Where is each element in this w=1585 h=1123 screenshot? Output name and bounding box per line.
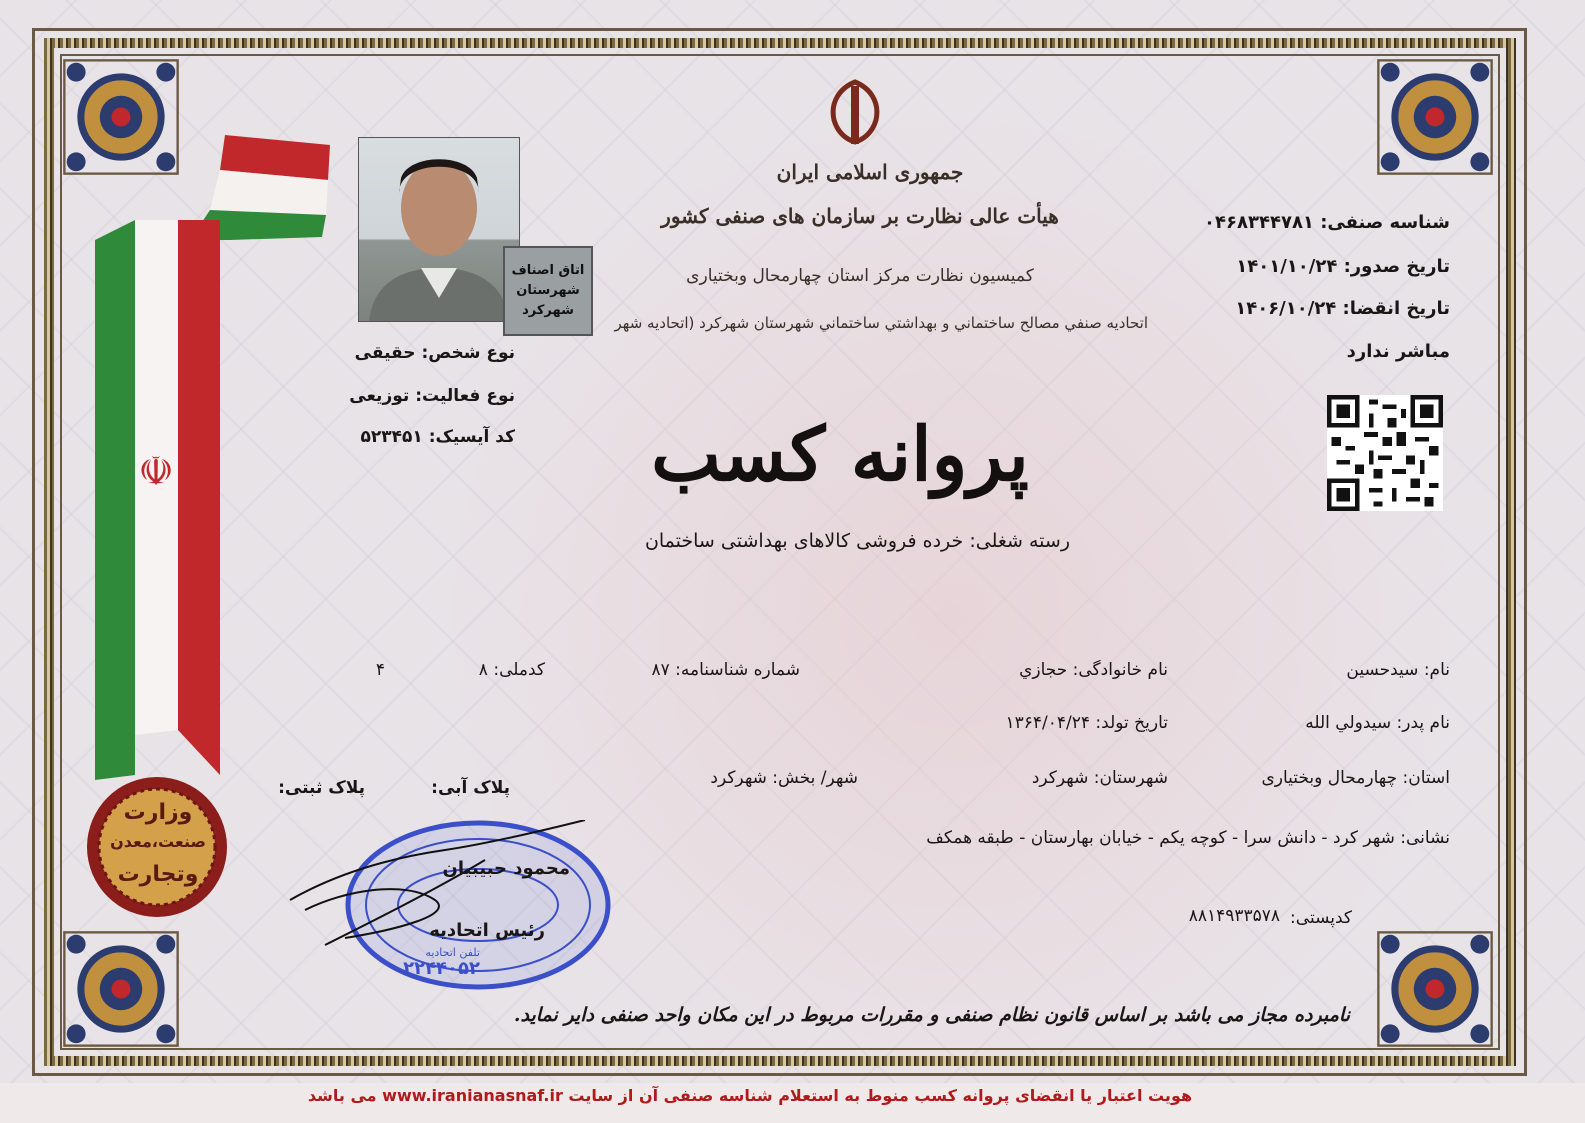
field-postal-code-value: ۸۸۱۴۹۳۳۵۷۸ xyxy=(1188,906,1280,926)
field-county: شهرستان: شهرکرد xyxy=(1031,768,1168,788)
legal-notice: نامبرده مجاز می باشد بر اساس قانون نظام صنفی و مقررات مربوط در این مکان واحد صنفی دایر نماید. xyxy=(513,1004,1350,1026)
chamber-stamp-line: اتاق اصناف xyxy=(511,263,585,278)
corner-ornament-icon xyxy=(1376,930,1494,1048)
corner-ornament-icon xyxy=(62,930,180,1048)
page-title: پروانه کسب xyxy=(651,412,1029,498)
field-postal-code: کدپستی: xyxy=(1290,908,1352,928)
portrait-icon xyxy=(359,138,519,321)
field-national-code: کدملی: ۸ xyxy=(478,660,545,680)
seal-text-top: وزارت xyxy=(123,800,193,825)
field-family: نام خانوادگی: حجازي xyxy=(1019,660,1168,680)
chamber-stamp-line: شهرستان xyxy=(516,283,580,298)
union-stamp-phone: ۲۲۴۴۰۵۲ xyxy=(403,958,480,979)
header-commission: کمیسیون نظارت مرکز استان چهارمحال وبختیاری xyxy=(686,266,1034,286)
chamber-stamp xyxy=(503,246,593,336)
seal-text-mid: صنعت،معدن xyxy=(110,832,206,851)
qr-code-icon[interactable] xyxy=(1327,395,1443,511)
expiry-date: تاریخ انقضا: ۱۴۰۶/۱۰/۲۴ xyxy=(1235,298,1450,319)
field-address: نشانی: شهر کرد - دانش سرا - کوچه یکم - خیابان بهارستان - طبقه همکف xyxy=(926,828,1450,848)
field-birth-date: تاریخ تولد: ۱۳۶۴/۰۴/۲۴ xyxy=(1005,713,1168,733)
signatory-name: محمود حبیبیان xyxy=(442,858,570,879)
activity-type: نوع فعالیت: توزیعی xyxy=(349,386,515,406)
signatory-role: رئیس اتحادیه xyxy=(429,920,545,941)
field-city: شهر/ بخش: شهرکرد xyxy=(710,768,858,788)
union-stamp-phone-label: تلفن اتحادیه xyxy=(425,946,480,959)
chamber-stamp-line: شهرکرد xyxy=(522,303,574,318)
holder-photo xyxy=(358,137,520,322)
corner-ornament-icon xyxy=(1376,58,1494,176)
svg-text:☫: ☫ xyxy=(138,449,174,495)
field-reg-plate: پلاک ثبتی: xyxy=(278,778,365,798)
isic-code: کد آیسیک: ۵۲۳۴۵۱ xyxy=(360,427,515,447)
field-national-code-digit: ۴ xyxy=(375,660,385,680)
guild-id: شناسه صنفی: ۰۴۶۸۳۴۴۷۸۱ xyxy=(1204,212,1450,233)
manager-status: مباشر ندارد xyxy=(1346,341,1450,362)
occupation: رسته شغلی: خرده فروشی کالاهای بهداشتی ساختمان xyxy=(644,530,1070,552)
footer-verification-text: هویت اعتبار یا انقضای پروانه کسب منوط به استعلام شناسه صنفی آن از سایت www.iranianasnaf.ir می باشد xyxy=(307,1086,1193,1105)
issue-date: تاریخ صدور: ۱۴۰۱/۱۰/۲۴ xyxy=(1236,256,1450,277)
header-republic: جمهوری اسلامی ایران xyxy=(776,160,964,184)
field-province: استان: چهارمحال وبختیاری xyxy=(1261,768,1450,788)
field-father: نام پدر: سیدولي الله xyxy=(1305,713,1450,733)
iran-emblem-icon xyxy=(820,78,890,146)
seal-text-bottom: وتجارت xyxy=(117,862,199,887)
person-type: نوع شخص: حقیقی xyxy=(354,343,515,363)
field-blue-plate: پلاک آبی: xyxy=(431,778,510,798)
header-union: اتحادیه صنفي مصالح ساختماني و بهداشتي ساختماني شهرستان شهرکرد (اتحادیه شهر xyxy=(614,314,1148,332)
field-id-number: شماره شناسنامه: ۸۷ xyxy=(651,660,800,680)
header-board: هیأت عالی نظارت بر سازمان های صنفی کشور xyxy=(661,204,1059,228)
iran-flag-ribbon-icon xyxy=(90,125,335,785)
field-name: نام: سیدحسین xyxy=(1346,660,1450,680)
